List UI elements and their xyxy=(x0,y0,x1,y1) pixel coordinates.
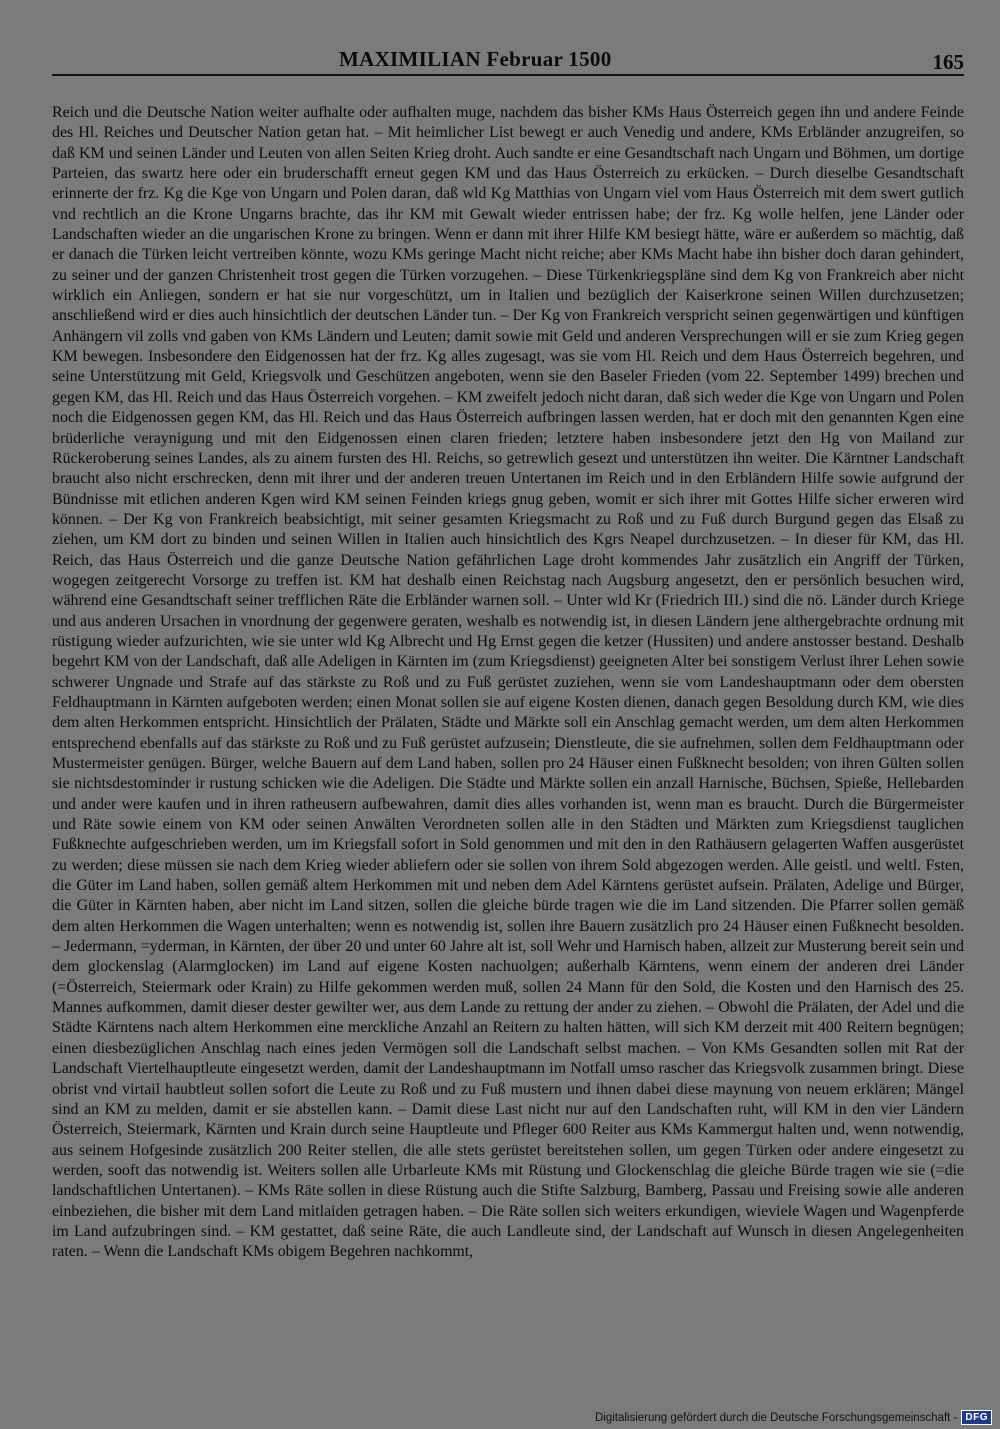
credit-text: Digitalisierung gefördert durch die Deutsche Forschungsgemeinschaft - xyxy=(594,1411,958,1424)
running-title: MAXIMILIAN Februar 1500 xyxy=(339,47,612,71)
page-header xyxy=(52,44,964,78)
header-rule xyxy=(52,74,964,76)
body-paragraph: Reich und die Deutsche Nation weiter aufhalte oder aufhalten muge, nachdem das bisher KMs Haus Österreich gegen ihn und andere Feinde des Hl. Reiches und Deutscher Nation getan hat. – Mit heimlicher List bewegt er auch Venedig und andere, KMs Erbländer anzugreifen, so daß KM und seinen Länder und Leuten von allen Seiten Krieg droht. Auch sandte er eine Gesandtschaft nach Ungarn und Böhmen, um dortige Parteien, das swartz here oder ein bruderschafft erneut gegen KM und das Haus Österreich zu erkücken. – Durch dieselbe Gesandtschaft erinnerte der frz. Kg die Kge von Ungarn und Polen daran, daß wld Kg Matthias von Ungarn viel vom Haus Österreich mit dem swert gutlich vnd rechtlich an die Krone Ungarns brachte, das ihr KM mit Gewalt wieder entrissen habe; der frz. Kg wolle helfen, jene Länder oder Landschaften wieder an die ungarischen Krone zu bringen. Wenn er dann mit ihrer Hilfe KM besiegt hätte, wäre er außerdem so mächtig, daß er danach die Türken leicht vertreiben könnte, wozu KMs geringe Macht nicht reiche; aber KMs Macht habe ihn bisher doch daran gehindert, zu seiner und der ganzen Christenheit trost gegen die Türken vorzugehen. – Diese Türkenkriegspläne sind dem Kg von Frankreich aber nicht wirklich ein Anliegen, sondern er hat sie nur vorgeschützt, um in Italien und bezüglich der Kaiserkrone seinen Willen durchzusetzen; anschließend wird er dies auch hinsichtlich der deutschen Länder tun. – Der Kg von Frankreich verspricht seinen gegenwärtigen und künftigen Anhängern vil zolls vnd gaben von KMs Ländern und Leuten; damit sowie mit Geld und anderen Versprechungen will er sie zum Krieg gegen KM bewegen. Insbesondere den Eidgenossen hat der frz. Kg alles zugesagt, was sie vom Hl. Reich und dem Haus Österreich begehren, und seine Unterstützung mit Geld, Kriegsvolk und Geschützen angeboten, wenn sie den Baseler Frieden (vom 22. September 1499) brechen und gegen KM, das Hl. Reich und das Haus Österreich vorgehen. – KM zweifelt jedoch nicht daran, daß sich weder die Kge von Ungarn und Polen noch die Eidgenossen gegen KM, das Hl. Reich und das Haus Österreich aufbringen lassen werden, hat er doch mit den genannten Kgen eine brüderliche veraynigung und mit den Eidgenossen einen claren frieden; letztere haben insbesondere jetzt den Hg von Mailand zur Rückeroberung seines Landes, als zu ainem fursten des Hl. Reichs, so getrewlich gesezt und unterstützen ihn weiter. Die Kärntner Landschaft braucht also nicht erschrecken, denn mit ihrer und der anderen treuen Untertanen im Reich und in den Erbländern Hilfe sowie aufgrund der Bündnisse mit etlichen anderen Kgen wird KM seinen Feinden kriegs gnug geben, womit er sich ihrer mit Gottes Hilfe sicher erweren wird können. – Der Kg von Frankreich beabsichtigt, mit seiner gesamten Kriegsmacht zu Roß und zu Fuß durch Burgund gegen das Elsaß zu ziehen, um KM dort zu binden und seinen Willen in Italien auch hinsichtlich des Kgrs Neapel durchzusetzen. – In dieser für KM, das Hl. Reich, das Haus Österreich und die ganze Deutsche Nation gefährlichen Lage droht kommendes Jahr zusätzlich ein Angriff der Türken, wogegen zeitgerecht Vorsorge zu treffen ist. KM hat deshalb einen Reichstag nach Augsburg angesetzt, den er persönlich besuchen wird, während eine Gesandtschaft seiner trefflichen Räte die Erbländer warnen soll. – Unter wld Kr (Friedrich III.) sind die nö. Länder durch Kriege und aus anderen Ursachen in vnordnung der gegenwere geraten, weshalb es notwendig ist, in diesen Ländern jene althergebrachte ordnung mit rüstigung wieder aufzurichten, wie sie unter wld Kg Albrecht und Hg Ernst gegen die ketzer (Hussiten) und andere anstosser bestand. Deshalb begehrt KM von der Landschaft, daß alle Adeligen in Kärnten im (zum Kriegsdienst) geeigneten Alter bei sonstigem Verlust ihrer Lehen sowie schwerer Ungnade und Strafe auf das stärkste zu Roß und zu Fuß gerüstet zuziehen, wenn sie vom Landeshauptmann oder dem obersten Feldhauptmann in Kärnten aufgeboten werden; einen Monat sollen sie auf eigene Kosten dienen, danach gegen Besoldung durch KM, wie dies dem alten Herkommen entspricht. Hinsichtlich der Prälaten, Städte und Märkte soll ein Anschlag gemacht werden, um dem alten Herkommen entsprechend ebenfalls auf das stärkste zu Roß und zu Fuß gerüstet aufzusein; Dienstleute, die sie aufnehmen, sollen dem Feldhauptmann oder Mustermeister genügen. Bürger, welche Bauern auf dem Land haben, sollen pro 24 Häuser einen Fußknecht besolden; von ihren Gülten sollen sie nichtsdestominder ir rustung schicken wie die Adeligen. Die Städte und Märkte sollen ein anzall Harnische, Büchsen, Spieße, Hellebarden und ander were kaufen und in ihren ratheusern aufbewahren, damit dies alles vorhanden ist, wenn man es braucht. Durch die Bürgermeister und Räte sowie einem von KM oder seinen Anwälten Verordneten sollen alle in den Städten und Märkten zum Kriegsdienst tauglichen Fußknechte aufgeschrieben werden, um im Kriegsfall sofort in Sold genommen und mit den in den Rathäusern gelagerten Waffen ausgerüstet zu werden; diese müssen sie nach dem Krieg wieder abliefern oder sie sollen von ihrem Sold abgezogen werden. Alle geistl. und weltl. Fsten, die Güter im Land haben, sollen gemäß altem Herkommen mit und neben dem Adel Kärntens gerüstet aufsein. Prälaten, Adelige und Bürger, die Güter in Kärnten haben, aber nicht im Land sitzen, sollen die gleiche bürde tragen wie die im Land sitzenden. Die Pfarrer sollen gemäß dem alten Herkommen die Wagen unterhalten; wenn es notwendig ist, sollen ihre Bauern zusätzlich pro 24 Häuser einen Fußknecht besolden. – Jedermann, =yderman, in Kärnten, der über 20 und unter 60 Jahre alt ist, soll Wehr und Harnisch haben, allzeit zur Musterung bereit sein und dem glockenslag (Alarmglocken) im Land auf eigene Kosten nachuolgen; außerhalb Kärntens, wenn einem der anderen drei Länder (=Österreich, Steiermark oder Krain) zu Hilfe gekommen werden muß, sollen 24 Mann für den Sold, die Kosten und den Harnisch des 25. Mannes aufkommen, damit dieser dester gewilter wer, aus dem Lande zu rettung der ander zu ziehen. – Obwohl die Prälaten, der Adel und die Städte Kärntens nach altem Herkommen eine merckliche Anzahl an Reitern zu halten hätten, will sich KM derzeit mit 400 Reitern begnügen; einen diesbezüglichen Anschlag nach eines jeden Vermögen soll die Landschaft selbst machen. – Von KMs Gesandten sollen mit Rat der Landschaft Viertelhauptleute eingesetzt werden, damit der Landeshauptmann im Notfall umso rascher das Kriegsvolk zusammen bringt. Diese obrist vnd virtail haubtleut sollen sofort die Leute zu Roß und zu Fuß mustern und ihnen dabei diese maynung von neuem erklären; Mängel sind an KM zu melden, damit er sie abstellen kann. – Damit diese Last nicht nur auf den Landschaften ruht, will KM in den vier Ländern Österreich, Steiermark, Kärnten und Krain durch seine Hauptleute und Pfleger 600 Reiter aus KMs Kammergut halten und, wenn notwendig, aus seinem Hofgesinde zusätzlich 200 Reiter stellen, die alle stets gerüstet bereitstehen sollen, um gegen Türken oder andere eingesetzt zu werden, sooft das notwendig ist. Weiters sollen alle Urbarleute KMs mit Rüstung und Glockenschlag die gleiche Bürde tragen wie sie (=die landschaftlichen Untertanen). – KMs Räte sollen in diese Rüstung auch die Stifte Salzburg, Bamberg, Passau und Freising sowie alle anderen einbeziehen, die bisher mit dem Land mitlaiden getragen haben. – Die Räte sollen sich weiters erkundigen, wieviele Wagen und Wagenpferde im Land aufzubringen sind. – KM gestattet, daß seine Räte, die auch Landleute sind, der Landschaft auf Wunsch in diesen Angelegenheiten raten. – Wenn die Landschaft KMs obigem Begehren nachkommt, xyxy=(52,104,964,1261)
digitization-credit xyxy=(595,1410,992,1425)
dfg-logo: DFG xyxy=(961,1410,992,1425)
body-text xyxy=(52,103,964,1263)
page-number: 165 xyxy=(932,50,964,74)
